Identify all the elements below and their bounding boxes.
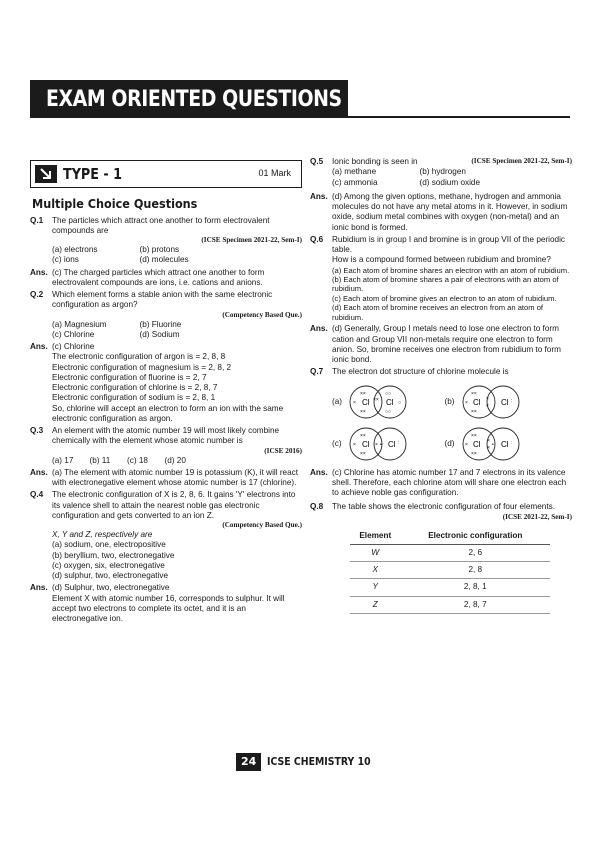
diagram-label: (b) [444,396,455,406]
option: (c) 18 [127,455,148,465]
answer-text: (d) Among the given options, methane, hydrogen and ammonia molecules do not have any metal atoms in it. However, in sodium oxide, sodium metal combines with oxygen (non-metal) and an ionic bond is formed. [332,191,568,232]
option: (a) electrons [52,245,98,255]
svg-text:×: × [464,399,468,406]
answer-text: (c) The charged particles which attract one another to form electrovalent compounds are ions, i.e. cations and anions. [52,267,265,287]
answer-6 [310,324,572,365]
option: (c) oxygen, six, electronegative [52,560,165,570]
answer-text: (a) The element with atomic number 19 is potassium (K), it will react with electronegative element whose atomic number is 17 (chlorine). [52,467,299,488]
option: (b) beryllium, two, electronegative [52,550,175,560]
svg-text:×: × [485,402,489,409]
svg-text:×: × [353,441,356,448]
answer-line: The electronic configuration of argon is = 2, 8, 8 [52,352,226,362]
svg-text:×: × [486,437,490,444]
option: (b) Fluorine [139,319,182,329]
svg-text:××: ×× [360,390,366,397]
option: (d) sulphur, two, electronegative [52,571,169,581]
option: (a) Magnesium [52,319,107,329]
question-text: Rubidium is in group I and bromine is in group VII of the periodic table. [332,234,566,254]
answer-label: Ans. [30,267,48,277]
answer-text: (d) Generally, Group I metals need to lose one electron to form cation and Group VII non-metals require one electron to form anion. So, bromine receives one electron from rubidium to form ionic bond. [332,324,561,365]
answer-1 [30,268,302,289]
options [52,245,227,266]
svg-text:××: ×× [470,432,477,439]
answer-line: Electronic configuration of sodium is = 2, 8, 1 [52,393,216,403]
electron-dot-diagrams [332,384,557,462]
svg-text:××: ×× [360,432,366,439]
option: (c) Chlorine [52,329,95,339]
option: (c) Each atom of bromine gives an electron to an atom of rubidium. [332,293,557,303]
arrow-down-right-icon [35,165,57,183]
svg-text:Cl: Cl [500,397,509,407]
diagram-label: (a) [332,396,343,406]
question-source: (ICSE Specimen 2021-22, Sem-I) [471,157,572,165]
section-title: Multiple Choice Questions [32,196,198,211]
question-number: Q.2 [30,290,44,300]
svg-text:×: × [486,444,490,451]
svg-text:×: × [353,399,356,406]
diagram-label: (c) [332,438,342,448]
table-header-row [350,528,550,545]
option: (d) sodium oxide [419,177,481,187]
answer-label: Ans. [30,583,48,593]
answer-line: Element X with atomic number 16, corresponds to sulphur. It will accept two electrons to complete its octet, and it is an electronegative ion. [52,593,285,624]
option: (d) 20 [164,455,186,465]
svg-text::: : [510,397,512,404]
option: (b) Each atom of bromine shares a pair of electrons with an atom of rubidium. [332,274,559,294]
table-header: Electronic configuration [401,528,550,545]
answer-4 [30,583,302,624]
question-subtext: X, Y and Z, respectively are [52,530,153,540]
svg-text:•: • [491,441,494,448]
svg-text::: : [398,439,400,446]
question-number: Q.1 [30,215,44,225]
question-number: Q.5 [310,157,324,166]
option: (a) sodium, one, electropositive [52,540,166,550]
banner-rule [348,116,570,118]
table-row [350,579,550,596]
answer-line: Electronic configuration of magnesium is = 2, 8, 2 [52,362,232,372]
answer-line: (d) Sulphur, two, electronegative [52,583,170,593]
svg-text:××: ×× [360,450,366,457]
svg-text:Cl: Cl [472,439,481,449]
question-source: (Competency Based Que.) [222,521,302,530]
left-column [30,160,302,624]
svg-text:Cl: Cl [362,397,370,407]
options [52,320,227,341]
answer-7 [310,468,572,499]
svg-text:×: × [375,441,378,448]
answer-label: Ans. [310,467,328,477]
question-text: Which element forms a stable anion with the same electronic configuration as argon? [52,290,273,310]
question-text: The electronic configuration of X is 2, 8, 6. It gains 'Y' electrons into its valence shell to attain the nearest noble gas electronic configuration and gets converted to an ion Z. [52,490,296,520]
right-column [310,155,572,614]
answer-label: Ans. [310,191,328,201]
question-source: (ICSE 2021-22, Sem-I) [502,512,572,521]
svg-text:××: ×× [470,408,477,415]
question-text: The electron dot structure of chlorine molecule is [332,367,509,377]
answer-3 [30,468,302,489]
diagram-option-a [332,384,445,420]
option: (b) protons [139,245,180,255]
options [332,167,507,188]
question-4 [30,490,302,581]
question-number: Q.6 [310,234,324,244]
question-text: The table shows the electronic configuration of four elements. [332,502,556,512]
answer-text: (c) Chlorine has atomic number 17 and 7 electrons in its valence shell. Therefore, each chlorine atom will share one electron each to achieve noble gas configuration. [332,467,567,498]
question-2 [30,290,302,340]
table-row [350,544,550,561]
svg-text:Cl: Cl [362,439,370,449]
answer-line: Electronic configuration of chlorine is = 2, 8, 7 [52,383,218,393]
question-8 [310,502,572,521]
svg-text:×: × [485,395,489,402]
svg-text:××: ×× [470,390,477,397]
svg-text:•: • [380,441,382,448]
table-cell: 2, 8 [401,562,550,579]
option: (b) 11 [89,455,111,465]
question-1 [30,216,302,266]
question-number: Q.7 [310,367,324,377]
page-footer [236,753,389,771]
banner-title: EXAM ORIENTED QUESTIONS [46,87,342,112]
answer-line: (c) Chlorine [52,342,95,352]
svg-text:Cl: Cl [388,439,396,449]
type-label: TYPE - 1 [63,164,123,183]
answer-label: Ans. [30,342,48,352]
question-5 [310,157,572,188]
type-mark: 01 Mark [258,168,291,179]
diagram-option-c [332,426,445,462]
svg-text::: : [510,439,512,446]
svg-text:Cl: Cl [472,397,481,407]
question-text: The particles which attract one another to form electrovalent compounds are [52,215,270,235]
options [52,456,202,466]
option: (d) Sodium [139,329,180,339]
answer-line: Electronic configuration of fluorine is = 2, 7 [52,372,207,382]
type-box [30,160,302,188]
svg-text:××: ×× [470,450,477,457]
question-text: Ionic bonding is seen in [332,157,418,166]
svg-text:Cl: Cl [386,397,394,407]
chapter-banner [30,80,348,118]
diagram-option-b [445,384,558,420]
question-6 [310,235,572,323]
question-subtext: How is a compound formed between rubidium and bromine? [332,255,551,265]
answer-5 [310,192,572,233]
option: (a) Each atom of bromine shares an electron with an atom of rubidium. [332,265,570,275]
svg-text:×: × [464,441,468,448]
svg-text:××: ×× [373,396,379,403]
question-number: Q.3 [30,426,44,436]
diagram-option-d [445,426,558,462]
svg-text:○○: ○○ [385,390,392,397]
question-source: (ICSE 2016) [264,446,302,455]
question-number: Q.4 [30,490,44,500]
option: (d) molecules [139,255,189,265]
option: (c) ions [52,255,79,265]
electronic-configuration-table [350,528,550,614]
answer-label: Ans. [30,467,48,477]
option: (b) hydrogen [419,167,466,177]
answer-2 [30,342,302,424]
table-cell: 2, 8, 1 [401,579,550,596]
table-cell: W [350,544,401,561]
svg-text:○: ○ [398,399,402,406]
answer-label: Ans. [310,324,328,334]
option: (c) ammonia [332,177,378,187]
question-3 [30,426,302,466]
answer-line: So, chlorine will accept an electron to form an ion with the same electronic configuration as argon. [52,403,284,423]
page-number: 24 [236,753,261,771]
diagram-label: (d) [444,438,455,448]
option: (a) 17 [52,455,74,465]
svg-text:××: ×× [360,408,366,415]
table-cell: X [350,562,401,579]
option: (d) Each atom of bromine receives an electron from an atom of rubidium. [332,303,544,322]
table-row [350,562,550,579]
question-text: An element with the atomic number 19 will most likely combine chemically with the element whose atomic number is [52,426,280,446]
table-row [350,596,550,613]
svg-text:○○: ○○ [385,408,392,415]
question-source: (Competency Based Que.) [222,310,302,319]
question-source: (ICSE Specimen 2021-22, Sem-I) [201,236,302,245]
table-cell: Z [350,596,401,613]
footer-title: ICSE CHEMISTRY 10 [267,755,371,768]
table-header: Element [350,528,401,545]
table-cell: 2, 6 [401,544,550,561]
question-7 [310,367,572,377]
table-cell: 2, 8, 7 [401,596,550,613]
option: (a) methane [332,167,377,177]
table-cell: Y [350,579,401,596]
svg-text:Cl: Cl [500,439,509,449]
question-number: Q.8 [310,502,324,512]
